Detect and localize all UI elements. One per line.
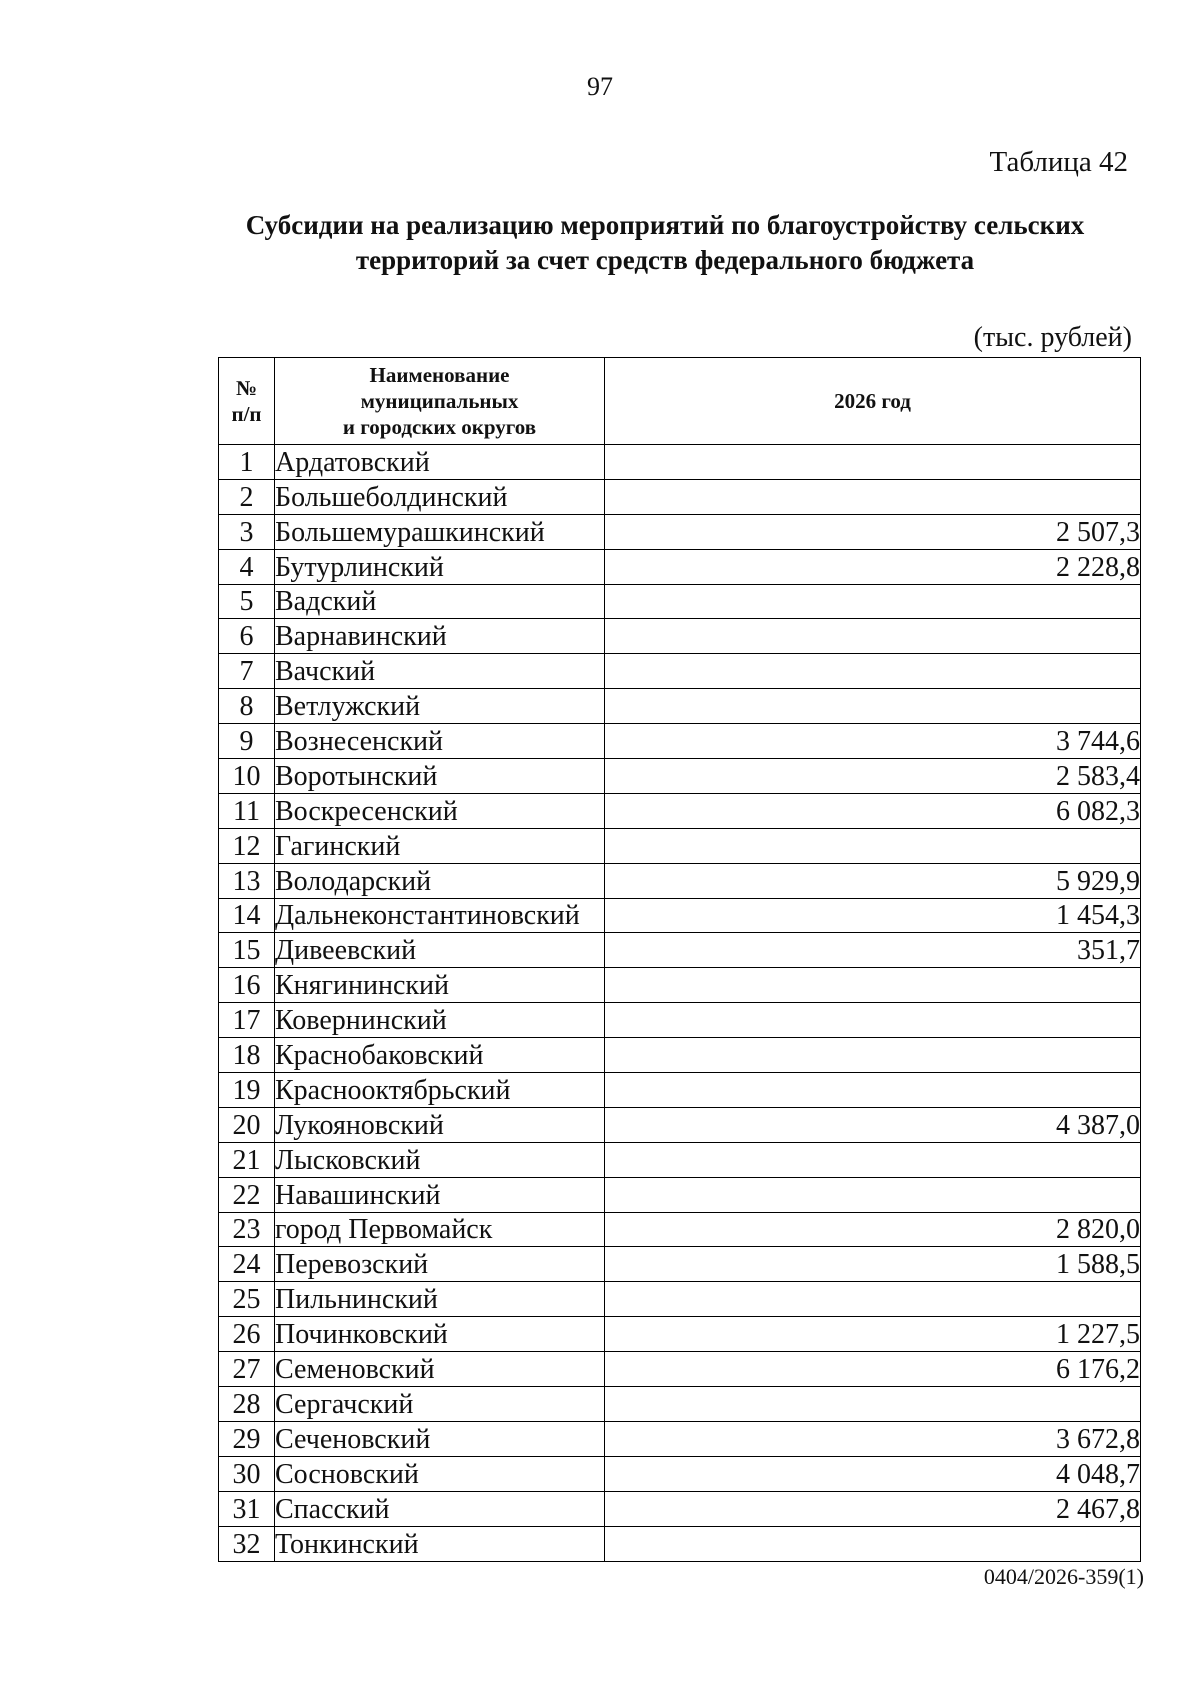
units-label: (тыс. рублей) <box>973 322 1132 353</box>
table-header-row <box>219 358 1141 445</box>
header-name-line-3: и городских округов <box>342 415 537 439</box>
row-name-cell: Воскресенский <box>275 793 605 828</box>
row-value-cell: 6 082,3 <box>605 793 1141 828</box>
row-value-cell <box>605 1038 1141 1073</box>
table-row <box>219 933 1141 968</box>
row-number-cell: 24 <box>219 1247 275 1282</box>
row-number-cell: 18 <box>219 1038 275 1073</box>
row-number-cell: 25 <box>219 1282 275 1317</box>
row-number-cell: 3 <box>219 514 275 549</box>
row-name-cell: Лукояновский <box>275 1107 605 1142</box>
table-row <box>219 479 1141 514</box>
table-row <box>219 1247 1141 1282</box>
row-name-cell: Дальнеконстантиновский <box>275 898 605 933</box>
table-row <box>219 1177 1141 1212</box>
table-row <box>219 1456 1141 1491</box>
document-title <box>190 208 1140 278</box>
row-number-cell: 11 <box>219 793 275 828</box>
row-number-cell: 19 <box>219 1073 275 1108</box>
row-value-cell <box>605 619 1141 654</box>
table-row <box>219 445 1141 480</box>
row-number-cell: 23 <box>219 1212 275 1247</box>
row-name-cell: Дивеевский <box>275 933 605 968</box>
row-name-cell: Семеновский <box>275 1352 605 1387</box>
table-row <box>219 1282 1141 1317</box>
row-name-cell: Сеченовский <box>275 1421 605 1456</box>
row-number-cell: 27 <box>219 1352 275 1387</box>
row-value-cell: 3 672,8 <box>605 1421 1141 1456</box>
table-body <box>219 445 1141 1562</box>
row-name-cell: Вадский <box>275 584 605 619</box>
row-number-cell: 5 <box>219 584 275 619</box>
row-number-cell: 22 <box>219 1177 275 1212</box>
row-name-cell: Починковский <box>275 1317 605 1352</box>
header-number <box>219 358 275 445</box>
row-number-cell: 9 <box>219 724 275 759</box>
row-number-cell: 30 <box>219 1456 275 1491</box>
row-number-cell: 32 <box>219 1526 275 1561</box>
row-number-cell: 29 <box>219 1421 275 1456</box>
row-value-cell <box>605 689 1141 724</box>
row-value-cell <box>605 445 1141 480</box>
row-value-cell: 1 588,5 <box>605 1247 1141 1282</box>
row-value-cell <box>605 479 1141 514</box>
row-value-cell: 2 228,8 <box>605 549 1141 584</box>
row-number-cell: 14 <box>219 898 275 933</box>
row-number-cell: 26 <box>219 1317 275 1352</box>
table-row <box>219 724 1141 759</box>
header-number-line-1: № <box>235 376 258 400</box>
row-value-cell <box>605 1177 1141 1212</box>
row-value-cell: 6 176,2 <box>605 1352 1141 1387</box>
row-name-cell: Перевозский <box>275 1247 605 1282</box>
row-number-cell: 4 <box>219 549 275 584</box>
table-row <box>219 968 1141 1003</box>
table-row <box>219 898 1141 933</box>
row-number-cell: 28 <box>219 1387 275 1422</box>
header-name-line-1: Наименование <box>369 363 510 387</box>
table-row <box>219 1003 1141 1038</box>
table-row <box>219 584 1141 619</box>
row-name-cell: Навашинский <box>275 1177 605 1212</box>
row-number-cell: 21 <box>219 1142 275 1177</box>
row-value-cell: 1 454,3 <box>605 898 1141 933</box>
table-row <box>219 1142 1141 1177</box>
header-name-line-2: муниципальных <box>360 389 519 413</box>
table-row <box>219 1317 1141 1352</box>
row-value-cell <box>605 1387 1141 1422</box>
table-row <box>219 1073 1141 1108</box>
table-row <box>219 863 1141 898</box>
row-value-cell: 4 048,7 <box>605 1456 1141 1491</box>
row-value-cell: 2 583,4 <box>605 759 1141 794</box>
row-value-cell: 2 467,8 <box>605 1491 1141 1526</box>
table-row <box>219 1387 1141 1422</box>
row-value-cell: 3 744,6 <box>605 724 1141 759</box>
row-value-cell: 2 507,3 <box>605 514 1141 549</box>
row-value-cell: 5 929,9 <box>605 863 1141 898</box>
row-name-cell: город Первомайск <box>275 1212 605 1247</box>
table-row <box>219 828 1141 863</box>
row-value-cell: 2 820,0 <box>605 1212 1141 1247</box>
row-name-cell: Княгининский <box>275 968 605 1003</box>
row-number-cell: 8 <box>219 689 275 724</box>
row-value-cell <box>605 1282 1141 1317</box>
row-name-cell: Ардатовский <box>275 445 605 480</box>
row-name-cell: Краснооктябрьский <box>275 1073 605 1108</box>
table-row <box>219 1526 1141 1561</box>
table-row <box>219 759 1141 794</box>
row-value-cell <box>605 1073 1141 1108</box>
table-row <box>219 1107 1141 1142</box>
row-name-cell: Спасский <box>275 1491 605 1526</box>
title-line-1: Субсидии на реализацию мероприятий по благоустройству сельских <box>245 210 1085 240</box>
row-name-cell: Пильнинский <box>275 1282 605 1317</box>
row-number-cell: 2 <box>219 479 275 514</box>
row-value-cell <box>605 828 1141 863</box>
header-year: 2026 год <box>605 358 1141 445</box>
table-row <box>219 1038 1141 1073</box>
row-number-cell: 16 <box>219 968 275 1003</box>
row-name-cell: Володарский <box>275 863 605 898</box>
document-code: 0404/2026-359(1) <box>983 1564 1144 1589</box>
table-row <box>219 654 1141 689</box>
table-row <box>219 1352 1141 1387</box>
row-name-cell: Большеболдинский <box>275 479 605 514</box>
row-number-cell: 6 <box>219 619 275 654</box>
row-name-cell: Большемурашкинский <box>275 514 605 549</box>
table-row <box>219 793 1141 828</box>
row-value-cell <box>605 1003 1141 1038</box>
table-row <box>219 1421 1141 1456</box>
row-name-cell: Ветлужский <box>275 689 605 724</box>
row-value-cell: 4 387,0 <box>605 1107 1141 1142</box>
table-row <box>219 619 1141 654</box>
row-name-cell: Вачский <box>275 654 605 689</box>
row-value-cell <box>605 968 1141 1003</box>
row-name-cell: Ковернинский <box>275 1003 605 1038</box>
row-name-cell: Вознесенский <box>275 724 605 759</box>
row-value-cell <box>605 1142 1141 1177</box>
row-name-cell: Сергачский <box>275 1387 605 1422</box>
row-number-cell: 12 <box>219 828 275 863</box>
row-number-cell: 10 <box>219 759 275 794</box>
row-name-cell: Сосновский <box>275 1456 605 1491</box>
row-name-cell: Лысковский <box>275 1142 605 1177</box>
row-number-cell: 20 <box>219 1107 275 1142</box>
row-name-cell: Бутурлинский <box>275 549 605 584</box>
row-number-cell: 31 <box>219 1491 275 1526</box>
title-line-2: территорий за счет средств федерального бюджета <box>355 245 975 275</box>
subsidy-table <box>218 357 1141 1562</box>
row-name-cell: Гагинский <box>275 828 605 863</box>
row-number-cell: 15 <box>219 933 275 968</box>
header-name <box>275 358 605 445</box>
page-number: 97 <box>587 72 613 101</box>
row-number-cell: 7 <box>219 654 275 689</box>
table-row <box>219 549 1141 584</box>
row-number-cell: 13 <box>219 863 275 898</box>
row-number-cell: 17 <box>219 1003 275 1038</box>
row-value-cell <box>605 1526 1141 1561</box>
table-row <box>219 1491 1141 1526</box>
row-value-cell <box>605 584 1141 619</box>
row-value-cell: 351,7 <box>605 933 1141 968</box>
row-value-cell: 1 227,5 <box>605 1317 1141 1352</box>
row-name-cell: Краснобаковский <box>275 1038 605 1073</box>
table-row <box>219 514 1141 549</box>
row-name-cell: Тонкинский <box>275 1526 605 1561</box>
row-number-cell: 1 <box>219 445 275 480</box>
row-name-cell: Варнавинский <box>275 619 605 654</box>
table-row <box>219 689 1141 724</box>
table-label: Таблица 42 <box>989 146 1128 178</box>
header-number-line-2: п/п <box>231 402 262 426</box>
row-name-cell: Воротынский <box>275 759 605 794</box>
table-row <box>219 1212 1141 1247</box>
row-value-cell <box>605 654 1141 689</box>
